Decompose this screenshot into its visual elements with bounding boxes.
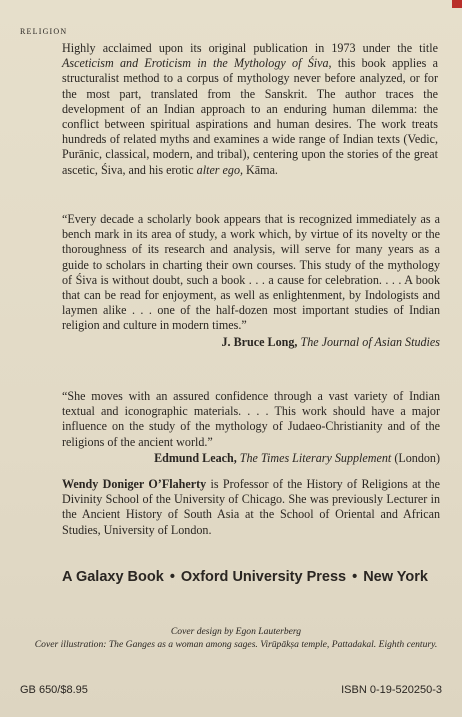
review-quote-2-author: Edmund Leach, — [154, 450, 237, 465]
category-label: RELIGION — [20, 27, 68, 36]
author-bio — [62, 477, 440, 538]
blurb-text-3: Kāma. — [243, 162, 278, 177]
blurb-text-1: Highly acclaimed upon its original publication in 1973 under the title — [62, 41, 438, 55]
review-quote-2-attribution — [62, 451, 440, 466]
author-bio-text: is Professor of the History of Religions at the Divinity School of the University of Chicago. She was previously Lecturer in the Ancient History of South Asia at the School of Oriental and African Studies, University of London. — [62, 477, 440, 537]
review-quote-2-text: “She moves with an assured confidence through a vast variety of Indian textual and iconographic materials. . . . This work should have a major influence on the study of the mythology of Judaeo-Christianity and of the religions of the ancient world.” — [62, 389, 440, 449]
bullet-icon: • — [352, 569, 358, 585]
publisher-city: New York — [363, 569, 428, 585]
review-quote-1-attribution — [62, 335, 440, 350]
blurb-text-2: this book applies a structuralist method to a corpus of mythology never before analyzed, or for the most part, translated from the Sanskrit. The author traces the development of an Indian approach to an enduring human dilemma: the conflict between spiritual aspirations and human desires. The work treats hundreds of related myths and examines a wide range of Indian texts (Vedic, Purānic, classical, modern, and tribal), centering upon the stories of the great ascetic, Śiva, and his erotic — [62, 56, 438, 177]
author-name: Wendy Doniger O’Flaherty — [62, 477, 207, 491]
bullet-icon: • — [169, 569, 175, 585]
review-quote-1-author: J. Bruce Long, — [221, 334, 298, 349]
imprint-name: A Galaxy Book — [62, 569, 164, 585]
catalog-code-price: GB 650/$8.95 — [20, 684, 88, 696]
review-quote-1-source: The Journal of Asian Studies — [300, 334, 440, 349]
cover-design-credit: Cover design by Egon Lauterberg — [170, 626, 302, 637]
alter-ego-phrase: alter ego, — [196, 162, 244, 177]
corner-color-mark — [452, 0, 462, 8]
book-original-title: Asceticism and Eroticism in the Mythology of Śiva, — [62, 56, 332, 71]
review-quote-2 — [62, 389, 440, 466]
cover-illustration-credit: Cover illustration: The Ganges as a woman among sages. Virūpākṣa temple, Pattadakal. Eighth century. — [34, 638, 438, 650]
review-quote-1-text: “Every decade a scholarly book appears that is recognized immediately as a bench mark in its area of study, a work which, by virtue of its novelty or the thoroughness of its research and analysis, will serve for many years as a guide to scholars in charting their own courses. This study of the mythology of Śiva is without doubt, such a book . . . a cause for celebration. . . . A book that can be read for enjoyment, as well as enlightenment, by Indologists and laymen alike . . . one of the half-dozen most important studies of Indian religion and culture in modern times.” — [62, 212, 440, 333]
review-quote-2-source: The Times Literary Supplement — [239, 450, 392, 465]
publisher-line — [62, 569, 442, 585]
description-paragraph — [62, 41, 438, 178]
review-quote-2-location: (London) — [394, 450, 440, 465]
cover-credits — [30, 626, 442, 651]
press-name: Oxford University Press — [180, 569, 347, 585]
isbn-number: ISBN 0-19-520250-3 — [341, 684, 442, 696]
review-quote-1 — [62, 212, 440, 350]
